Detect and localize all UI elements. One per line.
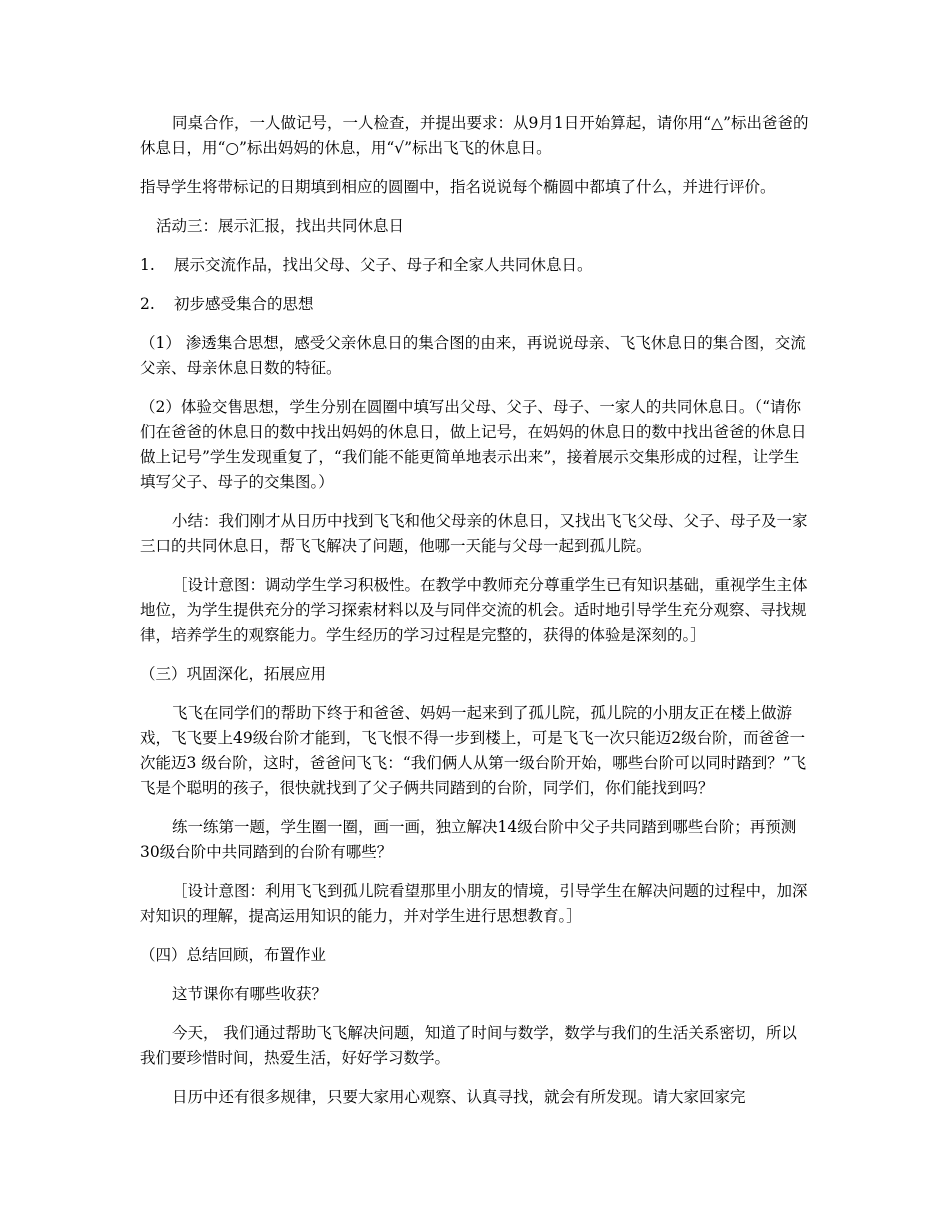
- list-item-text: 展示交流作品，找出父母、父子、母子和全家人共同休息日。: [174, 256, 593, 274]
- paragraph-homework: 日历中还有很多规律，只要大家用心观察、认真寻找，就会有所发现。请大家回家完: [172, 1088, 746, 1106]
- paragraph-question: 这节课你有哪些收获？: [172, 985, 328, 1003]
- paragraph-practice: 练一练第一题，学生圈一圈，画一画，独立解决14级台阶中父子共同踏到哪些台阶；再预测30级台阶中共同踏到的台阶有哪些？: [140, 818, 797, 861]
- paragraph-stairs-problem: 飞飞在同学们的帮助下终于和爸爸、妈妈一起来到了孤儿院，孤儿院的小朋友正在楼上做游戏，飞飞要上49级台阶才能到，飞飞恨不得一步到楼上，可是飞飞一次只能迈2级台阶，而爸爸一次能迈3 级台阶，这时，爸爸问飞飞：“我们俩人从第一级台阶开始，哪些台阶可以同时踏到？”飞飞是个聪明的孩子，很快就找到了父子俩共同踏到的台阶，同学们，你们能找到吗？: [140, 704, 807, 797]
- heading-section-four: （四）总结回顾，布置作业: [140, 946, 327, 964]
- list-item-text: 初步感受集合的思想: [174, 295, 314, 313]
- list-item-number: 1.: [140, 256, 155, 274]
- heading-activity-three: 活动三：展示汇报，找出共同休息日: [156, 217, 405, 235]
- heading-section-three: （三）巩固深化，拓展应用: [140, 665, 327, 683]
- list-item-number: 2.: [140, 295, 155, 313]
- paragraph-fill-circles: 指导学生将带标记的日期填到相应的圆圈中，指名说说每个椭圆中都填了什么，并进行评价。: [140, 178, 776, 196]
- document-body: [140, 111, 812, 1124]
- paragraph-design-intent-1: ［设计意图：调动学生学习积极性。在教学中教师充分尊重学生已有知识基础，重视学生主体地位，为学生提供充分的学习探索材料以及与同伴交流的机会。适时地引导学生充分观察、寻找规律，培养学生的观察能力。学生经历的学习过程是完整的，获得的体验是深刻的。］: [140, 576, 808, 644]
- paragraph-conclusion: 今天， 我们通过帮助飞飞解决问题，知道了时间与数学，数学与我们的生活关系密切，所以我们要珍惜时间，热爱生活，好好学习数学。: [140, 1024, 797, 1067]
- paragraph-intersection-idea: （2）体验交售思想，学生分别在圆圈中填写出父母、父子、母子、一家人的共同休息日。（“请你们在爸爸的休息日的数中找出妈妈的休息日，做上记号，在妈妈的休息日的数中找出爸爸的休息日做上记号”学生发现重复了，“我们能不能更简单地表示出来”，接着展示交集形成的过程，让学生填写父子、母子的交集图。）: [140, 398, 807, 491]
- list-item: [140, 292, 812, 317]
- list-item: [140, 253, 812, 278]
- paragraph-summary: 小结：我们刚才从日历中找到飞飞和他父母亲的休息日，又找出飞飞父母、父子、母子及一家三口的共同休息日，帮飞飞解决了问题，他哪一天能与父母一起到孤儿院。: [140, 512, 808, 555]
- paragraph-design-intent-2: ［设计意图：利用飞飞到孤儿院看望那里小朋友的情境，引导学生在解决问题的过程中，加深对知识的理解，提高运用知识的能力，并对学生进行思想教育。］: [140, 882, 808, 925]
- paragraph-partner-marking: 同桌合作，一人做记号，一人检查，并提出要求：从9月1日开始算起，请你用“△”标出爸爸的休息日，用“○”标出妈妈的休息，用“√”标出飞飞的休息日。: [140, 114, 809, 157]
- paragraph-set-idea: （1） 渗透集合思想，感受父亲休息日的集合图的由来，再说说母亲、飞飞休息日的集合图，交流父亲、母亲休息日数的特征。: [140, 334, 806, 377]
